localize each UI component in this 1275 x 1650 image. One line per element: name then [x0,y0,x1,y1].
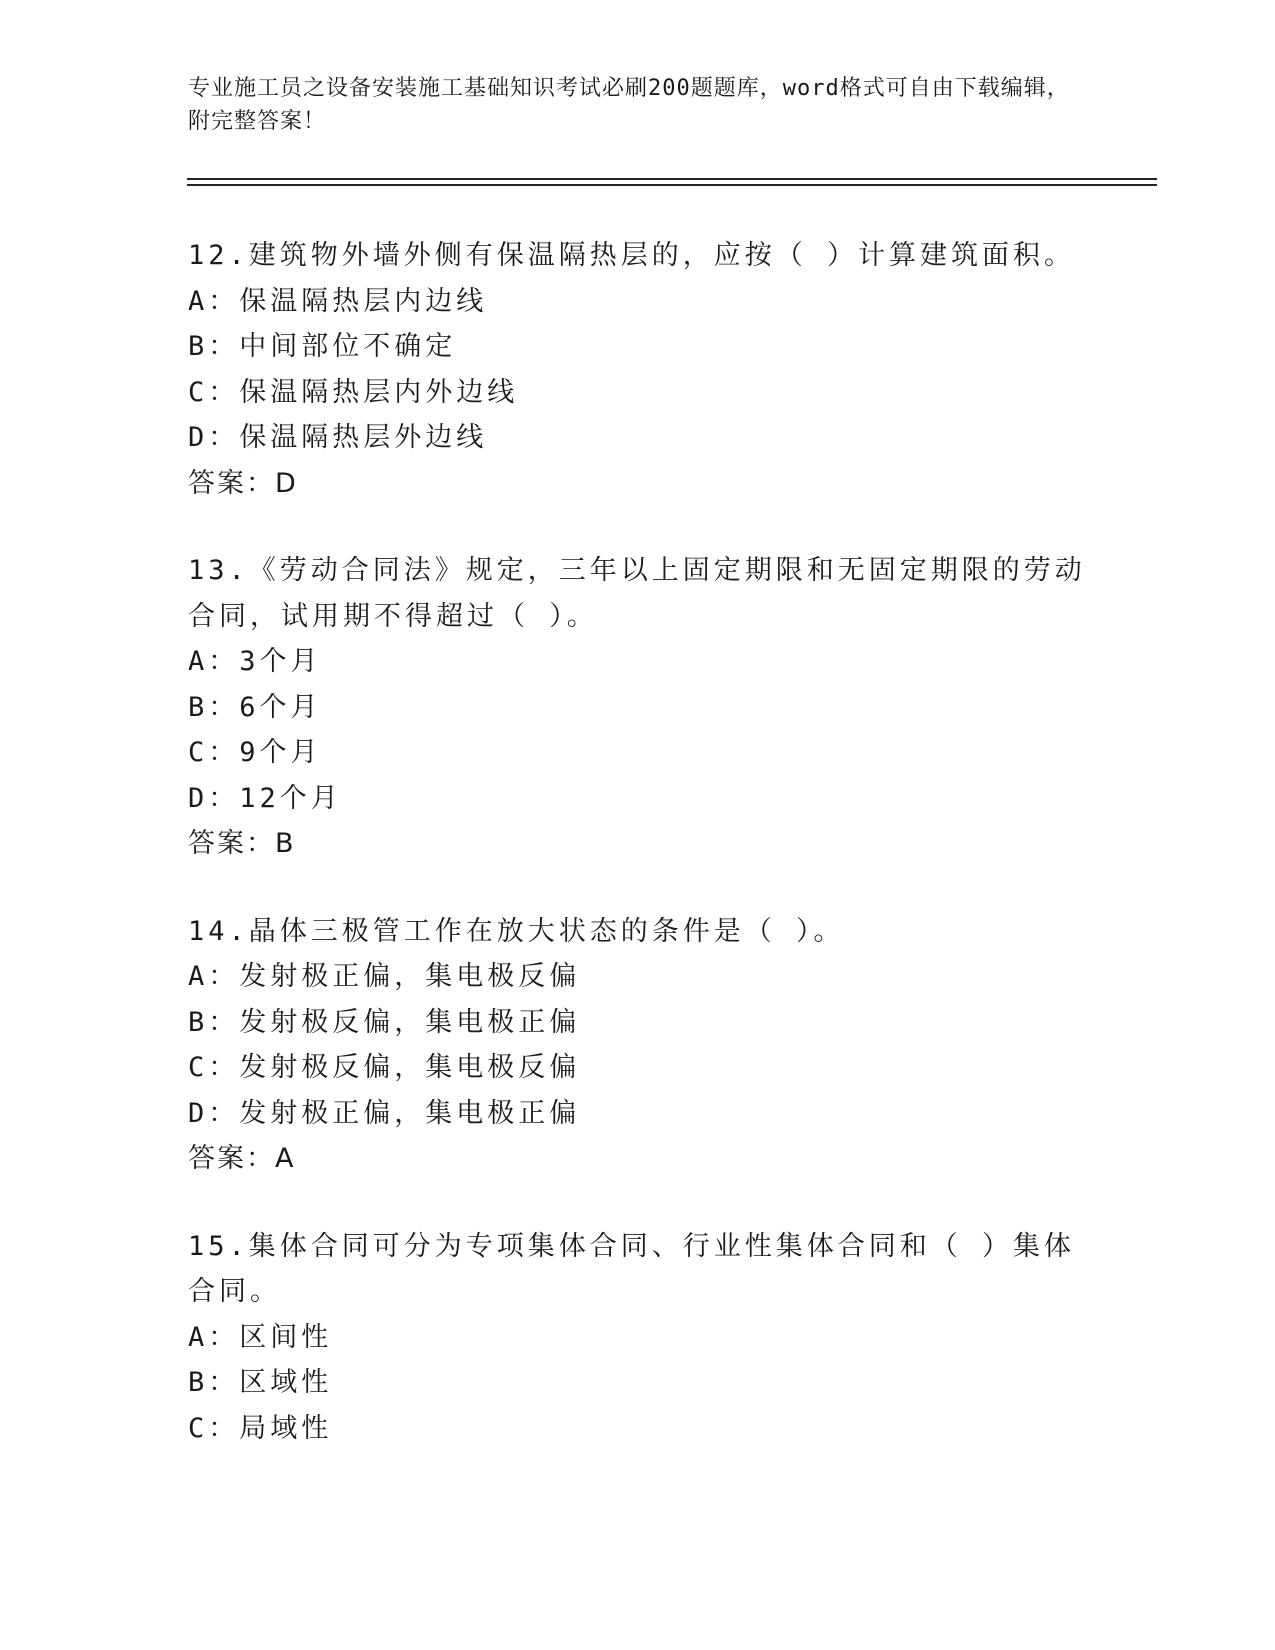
question-stem: 12.建筑物外墙外侧有保温隔热层的，应按（ ）计算建筑面积。 [188,240,1076,271]
option-c: C：局域性 [188,1412,333,1444]
option-b: B：6个月 [188,691,322,723]
question-12 [188,233,1088,506]
option-b: B：区域性 [188,1367,333,1398]
question-stem: 14.晶体三极管工作在放大状态的条件是（ ）。 [188,915,845,947]
option-c: C：保温隔热层内外边线 [188,376,519,408]
question-stem: 15.集体合同可分为专项集体合同、行业性集体合同和（ ）集体合同。 [188,1230,1076,1307]
option-b: B：中间部位不确定 [188,331,457,362]
question-14 [188,909,1088,1182]
option-d: D：发射极正偏，集电极正偏 [188,1097,581,1129]
document-header: 专业施工员之设备安装施工基础知识考试必刷200题题库，word格式可自由下载编辑，附完整答案！ [188,76,1070,134]
option-a: A：发射极正偏，集电极反偏 [188,961,581,992]
option-a: A：保温隔热层内边线 [188,285,488,317]
answer: 答案：A [188,1143,296,1174]
option-c: C：9个月 [188,737,322,768]
option-c: C：发射极反偏，集电极反偏 [188,1052,581,1083]
option-b: B：发射极反偏，集电极正偏 [188,1006,581,1038]
answer: 答案：B [188,828,296,859]
question-stem: 13.《劳动合同法》规定，三年以上固定期限和无固定期限的劳动合同，试用期不得超过（ ）。 [188,555,1086,632]
option-d: D：12个月 [188,782,342,814]
question-13 [188,548,1088,867]
option-a: A：区间性 [188,1321,333,1353]
header-rule-bottom [187,184,1157,186]
option-d: D：保温隔热层外边线 [188,422,488,453]
answer: 答案：D [188,467,298,499]
header-rule-top [187,178,1157,180]
option-a: A：3个月 [188,646,322,677]
question-list [188,233,1088,1493]
question-15 [188,1224,1088,1452]
